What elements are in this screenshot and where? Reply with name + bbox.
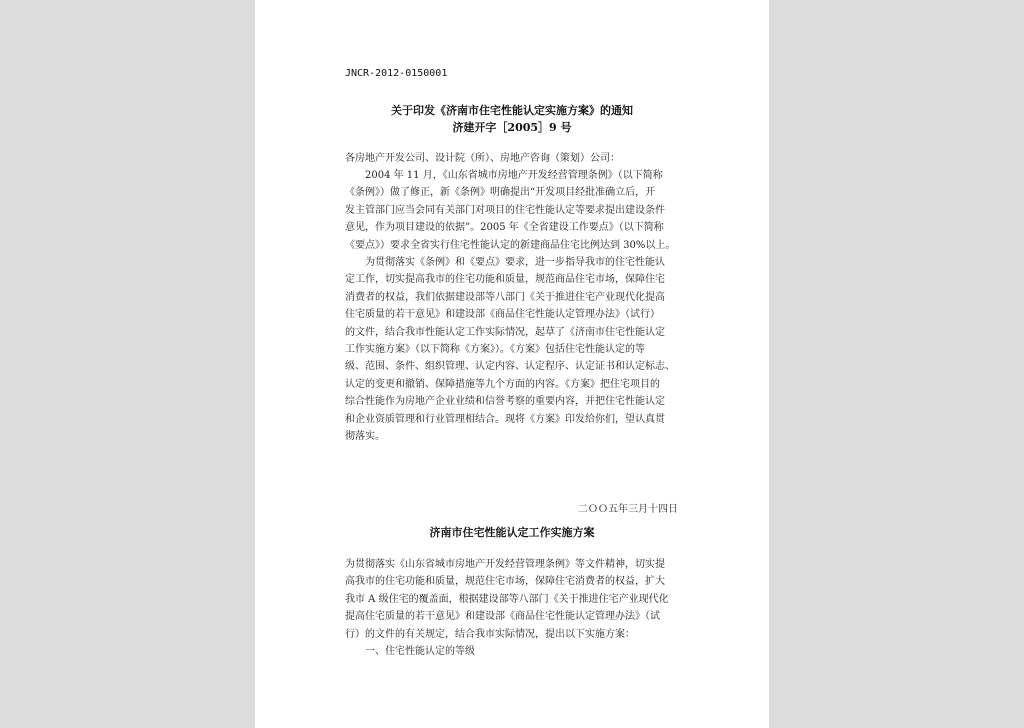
paragraph-line: 《条例》）做了修正，新《条例》明确提出“开发项目经批准确立后，开 <box>345 187 656 199</box>
paragraph-line: 我市 A 级住宅的覆盖面，根据建设部等八部门《关于推进住宅产业现代化 <box>345 593 669 605</box>
paragraph-line: 工作实施方案》（以下简称《方案》）。《方案》包括住宅性能认定的等 <box>345 344 645 356</box>
paragraph-line: 2004 年 11 月，《山东省城市房地产开发经营管理条例》（以下简称 <box>365 170 663 181</box>
paragraph-line: 行）的文件的有关规定，结合我市实际情况，提出以下实施方案： <box>345 628 635 640</box>
document-number: 济建开字［2005］9 号 <box>452 121 572 134</box>
plan-paragraph <box>345 556 681 660</box>
section-heading: 一、住宅性能认定的等级 <box>365 646 475 658</box>
paragraph-line: 发主管部门应当会同有关部门对项目的住宅性能认定等要求提出建设条件 <box>345 204 665 216</box>
paragraph-line: 级、范围、条件、组织管理、认定内容、认定程序、认定证书和认定标志、 <box>345 361 675 373</box>
paragraph-line: 高我市的住宅功能和质量，规范住宅市场，保障住宅消费者的权益，扩大 <box>345 576 665 588</box>
paragraph-line: 《要点》）要求全省实行住宅性能认定的新建商品住宅比例达到 30%以上。 <box>345 239 676 251</box>
paragraph-line: 消费者的权益，我们依据建设部等八部门《关于推进住宅产业现代化提高 <box>345 291 665 303</box>
paragraph-line: 认定的变更和撤销、保障措施等九个方面的内容。《方案》把住宅项目的 <box>345 378 660 390</box>
document-page <box>255 0 769 728</box>
notice-title: 关于印发《济南市住宅性能认定实施方案》的通知 <box>391 104 633 117</box>
paragraph-line: 综合性能作为房地产企业业绩和信誉考察的重要内容，并把住宅性能认定 <box>345 396 665 408</box>
paragraph-line: 为贯彻落实《山东省城市房地产开发经营管理条例》等文件精神，切实提 <box>345 559 665 570</box>
addressee <box>345 150 681 167</box>
addressee-line: 各房地产开发公司、设计院（所）、房地产咨询（策划）公司： <box>345 153 620 164</box>
paragraph-1 <box>345 167 681 254</box>
paragraph-line: 住宅质量的若干意见》和建设部《商品住宅性能认定管理办法》（试行） <box>345 309 660 321</box>
paragraph-line: 的文件，结合我市性能认定工作实际情况，起草了《济南市住宅性能认定 <box>345 326 665 338</box>
document-code: JNCR-2012-0150001 <box>345 68 448 79</box>
paragraph-line: 提高住宅质量的若干意见》和建设部《商品住宅性能认定管理办法》（试 <box>345 611 660 623</box>
paragraph-2 <box>345 254 681 445</box>
paragraph-line: 定工作，切实提高我市的住宅功能和质量，规范商品住宅市场，保障住宅 <box>345 274 665 286</box>
plan-title: 济南市住宅性能认定工作实施方案 <box>429 526 595 539</box>
paragraph-line: 彻落实。 <box>345 431 385 443</box>
document-date: 二ＯＯ五年三月十四日 <box>578 504 678 515</box>
paragraph-line: 意见，作为项目建设的依据”。2005 年《全省建设工作要点》（以下简称 <box>345 222 664 234</box>
paragraph-line: 和企业资质管理和行业管理相结合。现将《方案》印发给你们，望认真贯 <box>345 413 665 425</box>
paragraph-line: 为贯彻落实《条例》和《要点》要求，进一步指导我市的住宅性能认 <box>365 257 665 268</box>
